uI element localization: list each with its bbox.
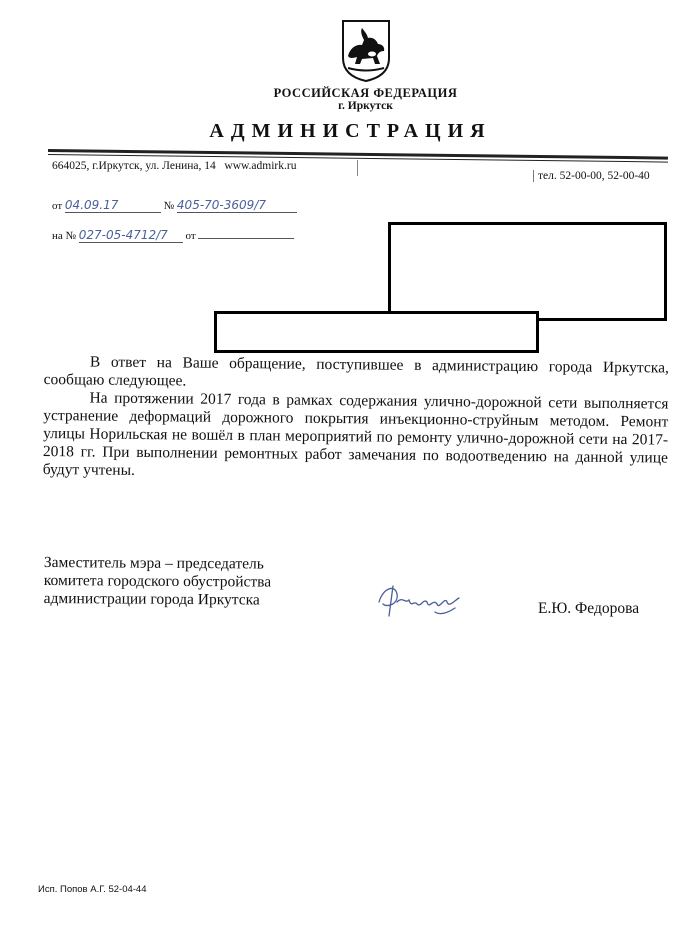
administration-title: АДМИНИСТРАЦИЯ: [209, 120, 492, 142]
reply-from-label: от: [185, 230, 196, 242]
reply-label: на №: [52, 230, 77, 242]
position-line: комитета городского обустройства: [43, 571, 272, 591]
position-line: администрации города Иркутска: [43, 589, 260, 609]
outgoing-registration: [52, 198, 297, 213]
reply-number: 027-05-4712/7: [79, 228, 183, 243]
number-label: №: [163, 200, 175, 212]
city-title: г. Иркутск: [338, 100, 393, 112]
phone: тел. 52-00-00, 52-00-40: [533, 170, 650, 182]
incoming-registration: [52, 228, 294, 243]
address-line: [52, 160, 296, 172]
irkutsk-emblem-icon: [340, 18, 392, 84]
redacted-recipient-block: [388, 222, 667, 321]
outgoing-date: 04.09.17: [65, 198, 161, 213]
signer-name: Е.Ю. Федорова: [538, 600, 640, 617]
body-paragraph: В ответ на Ваше обращение, поступившее в администрацию города Иркутска, сообщаю следующее.: [43, 353, 669, 390]
divider: [357, 160, 358, 176]
letter-body: [43, 353, 669, 486]
website: www.admirk.ru: [224, 160, 297, 172]
reply-date: [198, 238, 294, 239]
outgoing-number: 405-70-3609/7: [177, 198, 297, 213]
position-line: Заместитель мэра – председатель: [43, 554, 264, 573]
executor-note: Исп. Попов А.Г. 52-04-44: [38, 884, 147, 895]
address: 664025, г.Иркутск, ул. Ленина, 14: [52, 160, 216, 172]
from-label: от: [52, 200, 63, 212]
handwritten-signature: [375, 578, 465, 622]
federation-title: РОССИЙСКАЯ ФЕДЕРАЦИЯ: [273, 86, 458, 100]
signer-position: [44, 554, 272, 610]
body-paragraph: На протяжении 2017 года в рамках содержания улично-дорожной сети выполняется устранение деформаций дорожного покрытия инъекционно-струйным методом. Ремонт улицы Норильская не вошёл в план мероприятий по ремонту улично-дорожной сети на 2017-2018 гг. При выполнении ремонтных работ замечания по водоотведению на данной улице будут учтены.: [42, 389, 669, 479]
redacted-address-block: [214, 311, 539, 353]
